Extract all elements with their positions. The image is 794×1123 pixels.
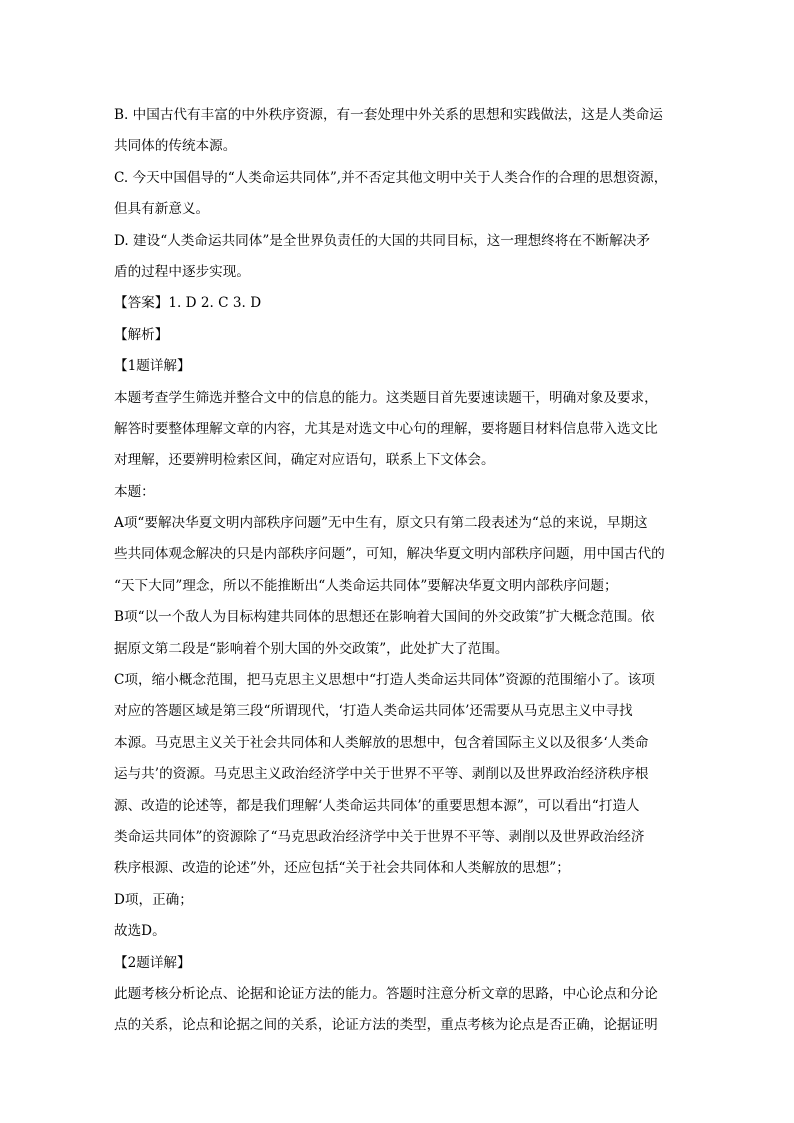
q1-paragraph-line-3: 对理解，还要辨明检索区间，确定对应语句，联系上下文体会。 (114, 452, 495, 469)
q1-item-a-line-3: “天下大同”理念，所以不能推断出“人类命运共同体”要解决华夏文明内部秩序问题； (114, 577, 618, 594)
q2-paragraph-line-1: 此题考核分析论点、论据和论证方法的能力。答题时注意分析文章的思路，中心论点和分论 (114, 985, 658, 1002)
q1-item-c-line-6: 类命运共同体”的资源除了“马克思政治经济学中关于世界不平等、剥削以及世界政治经济 (114, 828, 645, 845)
q2-heading: 【2题详解】 (114, 954, 191, 971)
q1-paragraph-line-2: 解答时要整体理解文章的内容，尤其是对选文中心句的理解，要将题目材料信息带入选文比 (114, 420, 658, 437)
q1-paragraph-line-1: 本题考查学生筛选并整合文中的信息的能力。这类题目首先要速读题干，明确对象及要求， (114, 389, 658, 406)
q1-item-c-line-2: 对应的答题区域是第三段“所谓现代，‘打造人类命运共同体’还需要从马克思主义中寻找 (114, 703, 633, 720)
q1-item-c-line-3: 本源。马克思主义关于社会共同体和人类解放的思想中，包含着国际主义以及很多‘人类命 (114, 734, 649, 751)
q2-paragraph-line-2: 点的关系，论点和论据之间的关系，论证方法的类型，重点考核为论点是否正确，论据证明 (114, 1017, 658, 1034)
q1-item-b-line-2: 据原文第二段是“影响着个别大国的外交政策”，此处扩大了范围。 (114, 640, 509, 657)
q1-item-c-line-5: 源、改造的论述等，都是我们理解‘人类命运共同体’的重要思想本源”，可以看出“打造人 (114, 797, 640, 814)
option-b-line-1: B. 中国古代有丰富的中外秩序资源，有一套处理中外关系的思想和实践做法，这是人类命运 (114, 107, 663, 123)
q1-subheading: 本题： (114, 483, 155, 500)
q1-item-c-line-7: 秩序根源、改造的论述”外，还应包括“关于社会共同体和人类解放的思想”； (114, 860, 570, 877)
q1-item-b-line-1: B项“以一个敌人为目标构建共同体的思想还在影响着大国间的外交政策”扩大概念范围。依 (114, 609, 655, 626)
document-body (114, 100, 684, 1042)
option-c-line-1: C. 今天中国倡导的“人类命运共同体”,并不否定其他文明中关于人类合作的合理的思想资源， (114, 169, 668, 186)
option-b-line-2: 共同体的传统本源。 (114, 138, 237, 155)
q1-heading: 【1题详解】 (114, 358, 191, 375)
option-d-line-1: D. 建设“人类命运共同体”是全世界负责任的大国的共同目标，这一理想终将在不断解决矛 (114, 232, 650, 249)
option-d-line-2: 盾的过程中逐步实现。 (114, 263, 250, 280)
q1-item-c-line-1: C项，缩小概念范围，把马克思主义思想中“打造人类命运共同体”资源的范围缩小了。该项 (114, 672, 655, 689)
q1-item-a-line-1: A项“要解决华夏文明内部秩序问题”无中生有，原文只有第二段表述为“总的来说，早期这 (114, 515, 648, 532)
option-c-line-2: 但具有新意义。 (114, 201, 210, 218)
q1-item-d-line: D项，正确； (114, 891, 193, 908)
answer-line: 【答案】1. D 2. C 3. D (114, 295, 262, 312)
analysis-heading: 【解析】 (114, 326, 169, 343)
q1-item-c-line-4: 运与共’的资源。马克思主义政治经济学中关于世界不平等、剥削以及世界政治经济秩序根 (114, 766, 649, 783)
q1-item-a-line-2: 些共同体观念解决的只是内部秩序问题”，可知，解决华夏文明内部秩序问题，用中国古代的 (114, 546, 665, 563)
q1-conclusion: 故选D。 (114, 923, 166, 940)
